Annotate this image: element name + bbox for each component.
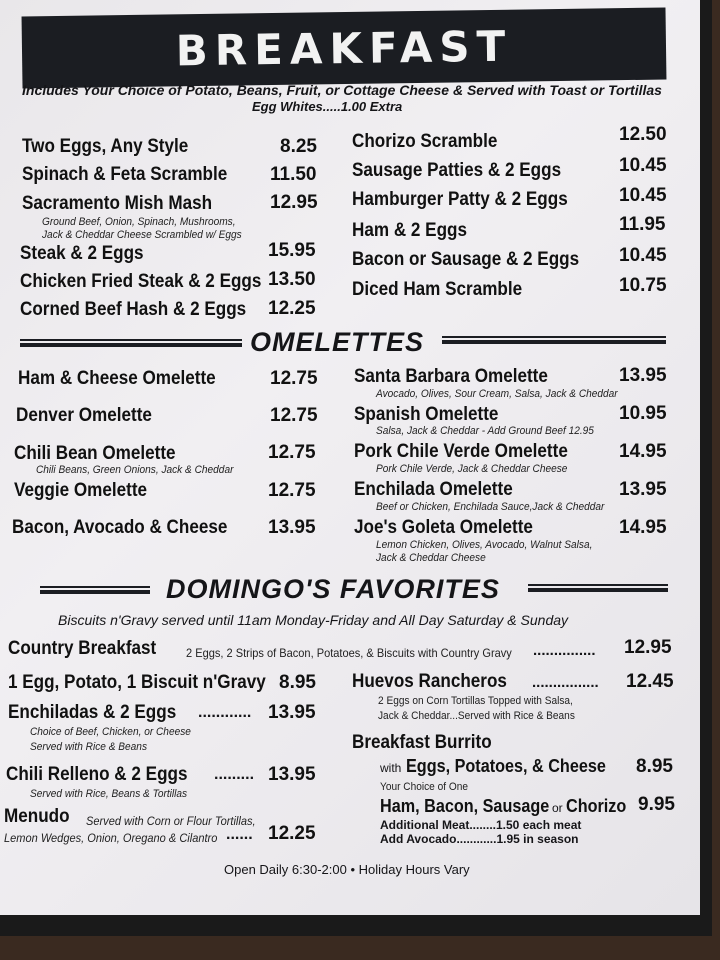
menu-item-price: 12.75 <box>268 480 316 501</box>
menu-item-name: Spinach & Feta Scramble <box>22 164 228 185</box>
menu-item-price: 14.95 <box>619 441 667 462</box>
menu-item-desc: Served with Rice & Beans <box>30 741 147 753</box>
menu-item-price: 13.95 <box>268 517 316 538</box>
menu-item-price: 10.75 <box>619 275 667 296</box>
menu-item-price: 10.45 <box>619 245 667 266</box>
menu-item-desc: 2 Eggs, 2 Strips of Bacon, Potatoes, & Biscuits with Country Gravy <box>186 646 512 660</box>
dot-leader: ......... <box>214 766 255 783</box>
menu-item-price: 11.50 <box>270 164 317 185</box>
menu-item-name: Pork Chile Verde Omelette <box>354 441 568 462</box>
menu-item-name: Two Eggs, Any Style <box>22 136 189 157</box>
menu-item-name: Joe's Goleta Omelette <box>354 517 533 538</box>
menu-item-name: Diced Ham Scramble <box>352 279 523 300</box>
menu-item-price: 12.25 <box>268 298 316 319</box>
breakfast-intro: Includes Your Choice of Potato, Beans, Fruit, or Cottage Cheese & Served with Toast or Tortillas <box>22 82 662 98</box>
menu-item-desc: Choice of Beef, Chicken, or Cheese <box>30 726 191 738</box>
menu-item-name: Chili Relleno & 2 Eggs <box>6 764 188 785</box>
menu-item-name: Hamburger Patty & 2 Eggs <box>352 189 568 210</box>
menu-item-desc: Served with Corn or Flour Tortillas, <box>86 814 256 828</box>
menu-item-desc: 2 Eggs on Corn Tortillas Topped with Salsa, <box>378 695 573 707</box>
menu-item-name: Enchiladas & 2 Eggs <box>8 702 177 723</box>
menu-item-price: 10.45 <box>619 155 667 176</box>
section-rule <box>528 584 668 593</box>
breakfast-banner <box>22 8 667 89</box>
menu-item-desc: Served with Rice, Beans & Tortillas <box>30 788 188 800</box>
add-on-note: Additional Meat........1.50 each meat <box>380 818 582 832</box>
menu-item-price: 12.45 <box>626 671 674 692</box>
menu-item-desc: with <box>380 761 402 775</box>
menu-item-price: 12.75 <box>268 442 316 463</box>
menu-item-price: 8.25 <box>280 136 317 157</box>
menu-item-desc: Lemon Wedges, Onion, Oregano & Cilantro <box>4 831 218 845</box>
section-rule <box>20 339 242 348</box>
favorites-title: DOMINGO'S FAVORITES <box>166 574 500 604</box>
menu-item-name: Santa Barbara Omelette <box>354 366 548 387</box>
menu-item-name: Bacon or Sausage & 2 Eggs <box>352 249 580 270</box>
hours-footer: Open Daily 6:30-2:00 • Holiday Hours Vary <box>224 862 470 877</box>
menu-item-name: Sausage Patties & 2 Eggs <box>352 160 562 181</box>
menu-item-desc: Jack & Cheddar Cheese <box>376 552 486 564</box>
menu-item-name: Spanish Omelette <box>354 404 499 425</box>
menu-item-name: Menudo <box>4 806 70 827</box>
menu-item-price: 9.95 <box>638 794 675 815</box>
menu-item-desc: Pork Chile Verde, Jack & Cheddar Cheese <box>376 463 568 475</box>
menu-item-name: Steak & 2 Eggs <box>20 243 144 264</box>
menu-item-desc: Your Choice of One <box>380 781 468 793</box>
menu-item-name: Chicken Fried Steak & 2 Eggs <box>20 271 262 292</box>
menu-item-price: 12.25 <box>268 823 316 844</box>
dot-leader: ...... <box>226 826 253 843</box>
menu-item-price: 12.95 <box>624 637 672 658</box>
menu-item-name: Chorizo Scramble <box>352 131 498 152</box>
menu-item-name: Ham & Cheese Omelette <box>18 368 216 389</box>
menu-item-price: 12.75 <box>270 368 318 389</box>
burrito-option: Ham, Bacon, Sausage <box>380 796 550 816</box>
menu-item-desc: Avocado, Olives, Sour Cream, Salsa, Jack & Cheddar <box>376 388 618 400</box>
menu-item-price: 13.50 <box>268 269 316 290</box>
add-on-note: Add Avocado............1.95 in season <box>380 832 579 846</box>
egg-whites-note: Egg Whites.....1.00 Extra <box>252 99 403 114</box>
menu-item-price: 14.95 <box>619 517 667 538</box>
menu-item-name: Enchilada Omelette <box>354 479 513 500</box>
menu-item-price: 15.95 <box>268 240 316 261</box>
menu-item-name: Veggie Omelette <box>14 480 148 501</box>
menu-item-desc: Jack & Cheddar Cheese Scrambled w/ Eggs <box>42 229 242 241</box>
menu-item-desc: Salsa, Jack & Cheddar - Add Ground Beef 12.95 <box>376 425 594 437</box>
menu-item-name: Breakfast Burrito <box>352 732 492 753</box>
menu-item-name: Country Breakfast <box>8 638 157 659</box>
menu-item-desc: Beef or Chicken, Enchilada Sauce,Jack & Cheddar <box>376 501 605 513</box>
menu-item-price: 11.95 <box>619 214 666 235</box>
menu-item-name: Chili Bean Omelette <box>14 443 176 464</box>
menu-item-name: Bacon, Avocado & Cheese <box>12 517 228 538</box>
menu-item-price: 13.95 <box>268 764 316 785</box>
menu-item-name: Ham & 2 Eggs <box>352 220 467 241</box>
menu-item-name: Sacramento Mish Mash <box>22 193 213 214</box>
favorites-note: Biscuits n'Gravy served until 11am Monday-Friday and All Day Saturday & Sunday <box>58 612 569 628</box>
menu-item-name: Corned Beef Hash & 2 Eggs <box>20 299 247 320</box>
menu-item-desc: Chili Beans, Green Onions, Jack & Cheddar <box>36 464 234 476</box>
menu-item-price: 13.95 <box>619 365 667 386</box>
dot-leader: ............... <box>533 642 596 659</box>
menu-item-price: 8.95 <box>279 672 316 693</box>
dot-leader: ................ <box>532 674 599 691</box>
menu-item-price: 10.45 <box>619 185 667 206</box>
menu-item-price: 8.95 <box>636 756 673 777</box>
menu-item-price: 12.50 <box>619 124 667 145</box>
menu-item-name: Denver Omelette <box>16 405 152 426</box>
dot-leader: ............ <box>198 704 252 721</box>
menu-item-desc: or <box>552 801 563 815</box>
menu-item-price: 13.95 <box>268 702 316 723</box>
menu-item-price: 13.95 <box>619 479 667 500</box>
menu-item-desc: Jack & Cheddar...Served with Rice & Beans <box>378 710 575 722</box>
menu-item-name: Huevos Rancheros <box>352 671 507 692</box>
section-rule <box>40 586 150 595</box>
menu-item-desc: Lemon Chicken, Olives, Avocado, Walnut Salsa, <box>376 539 593 551</box>
menu-item-desc: Ground Beef, Onion, Spinach, Mushrooms, <box>42 216 236 228</box>
section-rule <box>442 336 666 345</box>
burrito-option: Chorizo <box>566 796 627 816</box>
menu-item-name: 1 Egg, Potato, 1 Biscuit n'Gravy <box>8 672 266 693</box>
omelettes-title: OMELETTES <box>250 327 425 357</box>
menu-item-price: 12.95 <box>270 192 318 213</box>
breakfast-title: BREAKFAST <box>175 21 513 75</box>
burrito-option: Eggs, Potatoes, & Cheese <box>406 756 606 776</box>
menu-item-price: 10.95 <box>619 403 667 424</box>
menu-item-price: 12.75 <box>270 405 318 426</box>
